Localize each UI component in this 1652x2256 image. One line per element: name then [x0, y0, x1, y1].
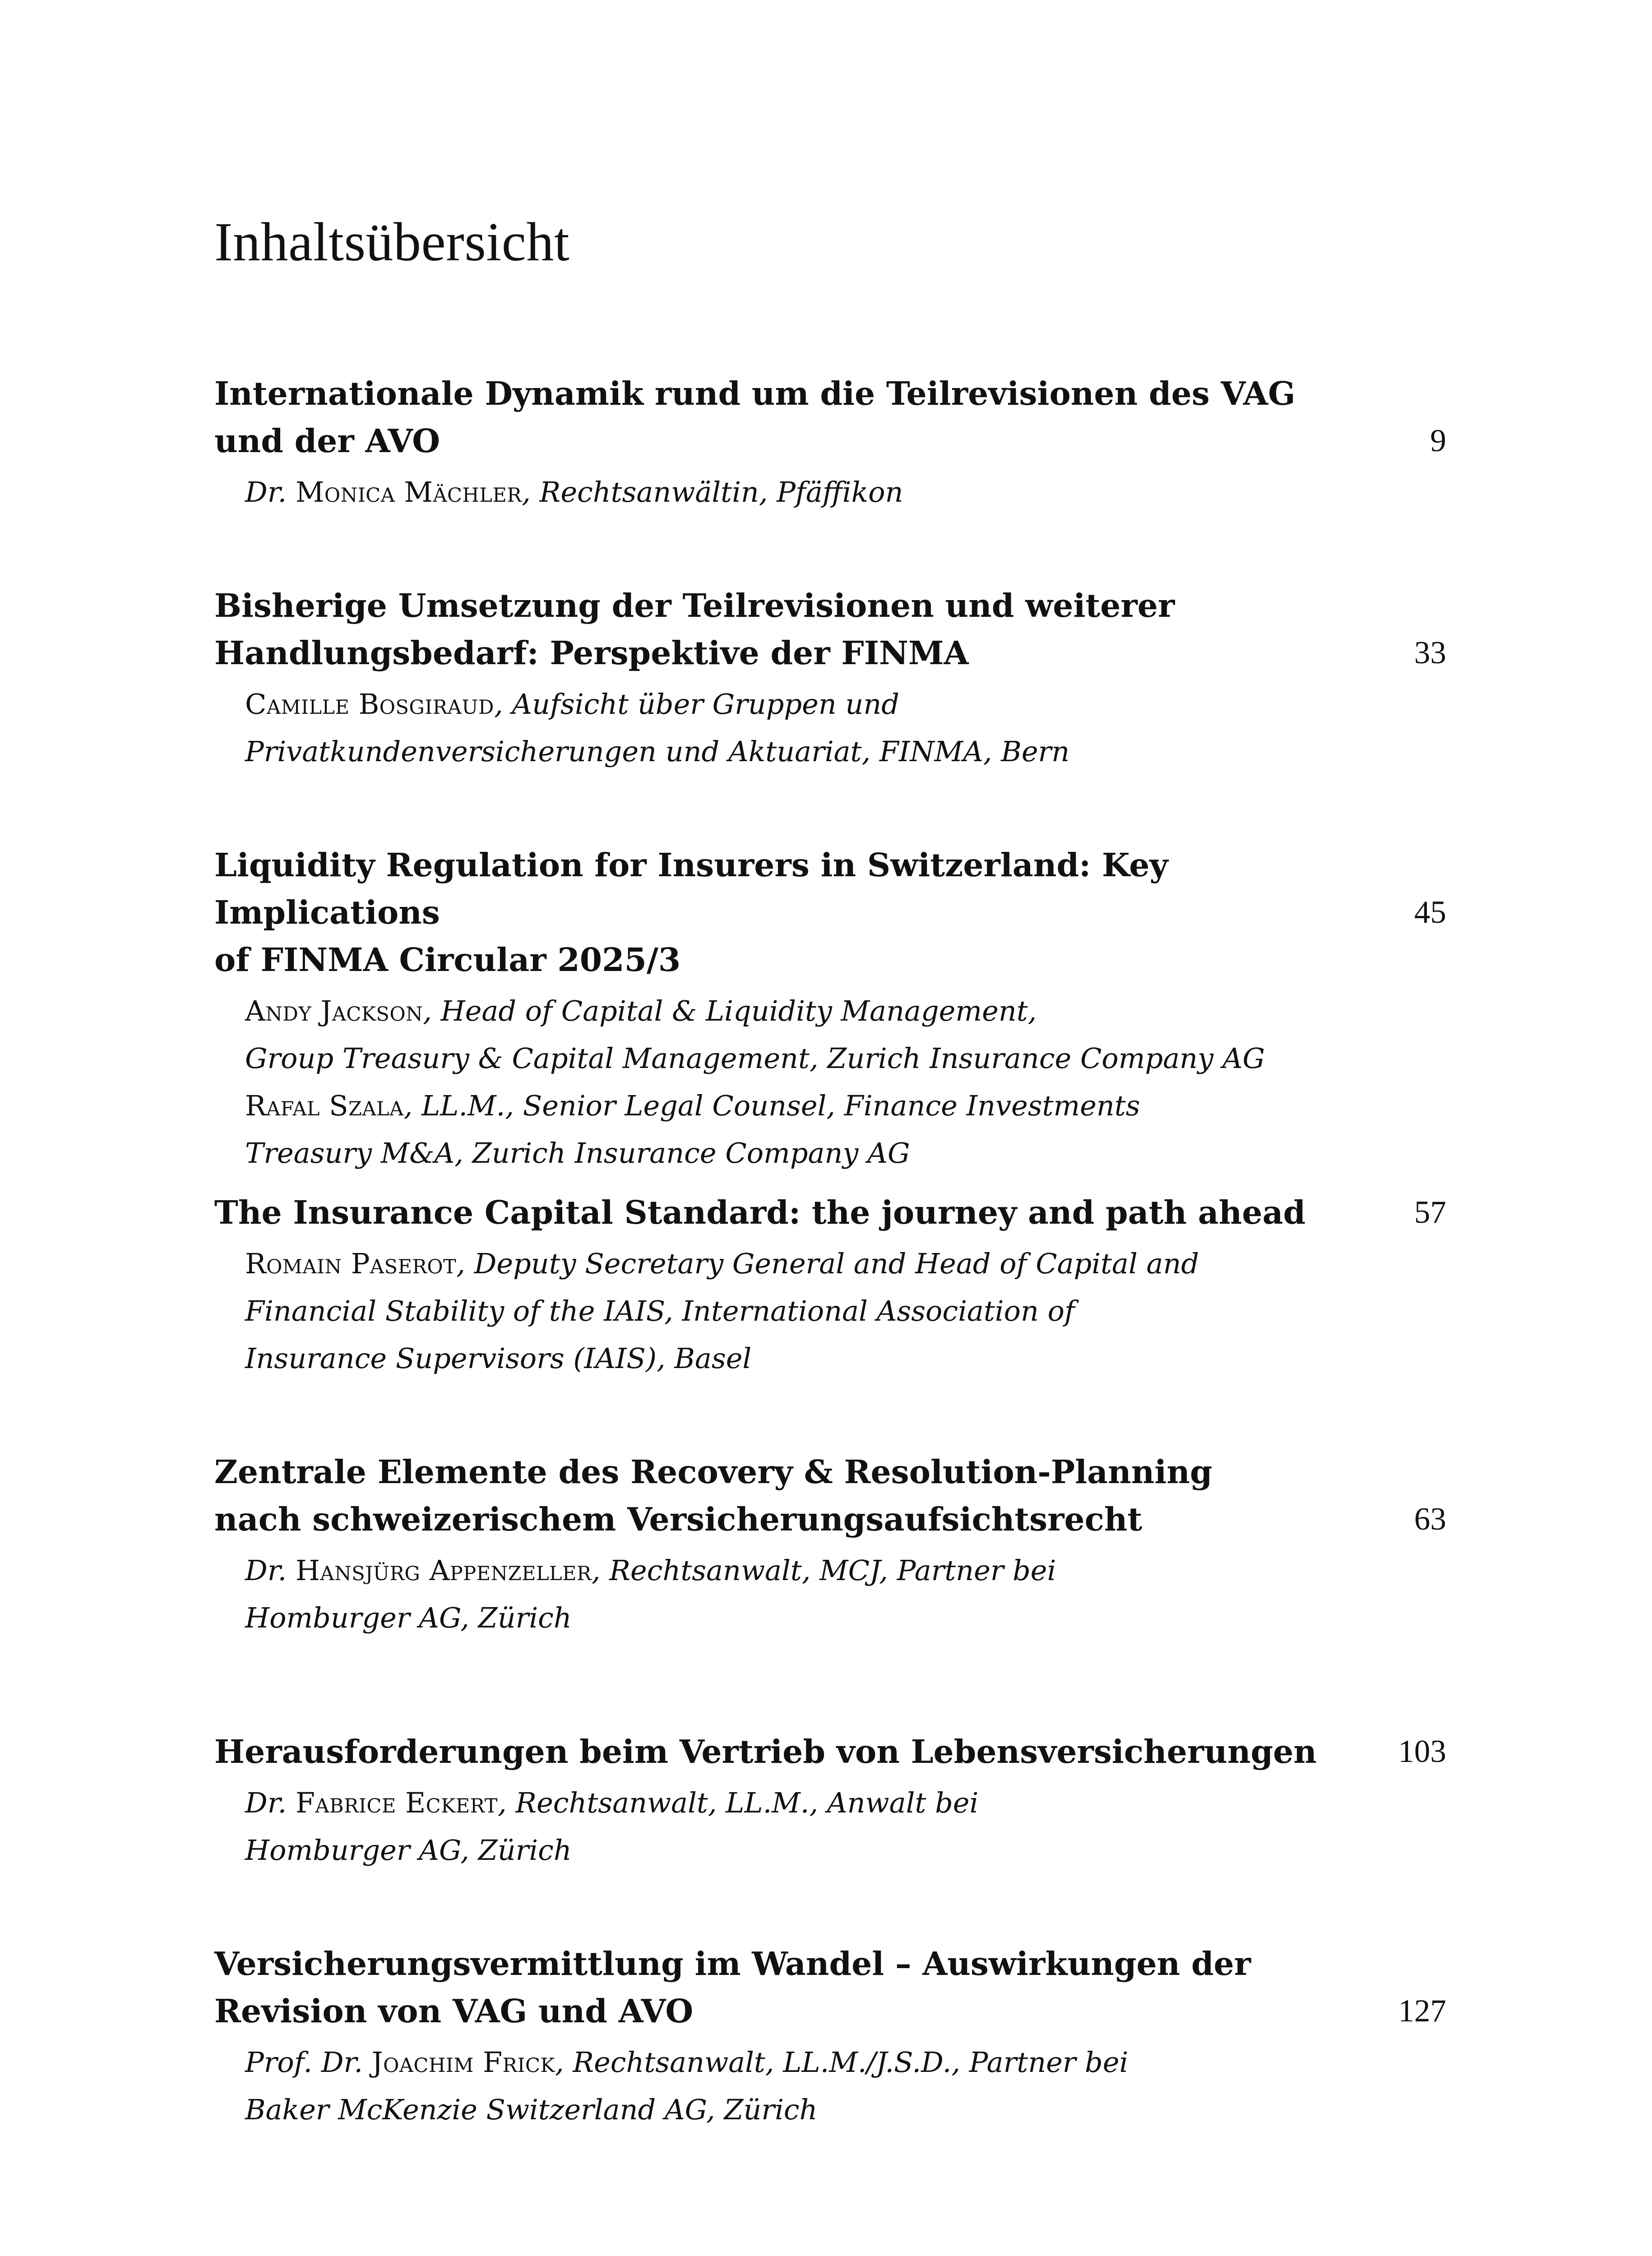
- entry-title-line: Internationale Dynamik rund um die Teilrevisionen des VAG: [214, 374, 1296, 412]
- author-line: [245, 2086, 1328, 2133]
- entry-title-line: nach schweizerischem Versicherungsaufsichtsrecht: [214, 1500, 1143, 1538]
- toc-entry: [214, 1189, 1446, 1382]
- author-line: [245, 1594, 1328, 1641]
- entry-title: [214, 582, 1342, 677]
- author-name: Monica Mächler: [295, 476, 522, 509]
- author-description: Homburger AG, Zürich: [245, 1834, 572, 1867]
- author-prefix: Dr.: [245, 476, 296, 509]
- entry-title: [214, 370, 1342, 465]
- entry-title-line: und der AVO: [214, 422, 440, 460]
- author-description: , Rechtsanwältin, Pfäffikon: [522, 476, 903, 509]
- author-line: [245, 1129, 1328, 1177]
- entry-authors: [245, 1547, 1328, 1641]
- author-line: [245, 468, 1328, 516]
- author-prefix: Dr.: [245, 1786, 296, 1819]
- page-title: Inhaltsübersicht: [214, 212, 570, 273]
- author-line: [245, 1547, 1328, 1594]
- toc-entry: [214, 1940, 1446, 2133]
- entry-title-line: Herausforderungen beim Vertrieb von Lebensversicherungen: [214, 1733, 1317, 1771]
- author-name: Rafal Szala: [245, 1089, 404, 1122]
- entry-title-line: of FINMA Circular 2025/3: [214, 941, 681, 979]
- author-line: [245, 1240, 1328, 1287]
- author-description: , Deputy Secretary General and Head of Capital and: [456, 1247, 1199, 1280]
- toc-entry: [214, 1448, 1446, 1641]
- author-line: [245, 1779, 1328, 1826]
- entry-authors: [245, 987, 1328, 1177]
- author-description: Baker McKenzie Switzerland AG, Zürich: [245, 2093, 818, 2126]
- page-number: 9: [1430, 423, 1446, 458]
- toc-entry: [214, 1728, 1446, 1874]
- author-line: [245, 1335, 1328, 1382]
- author-line: [245, 680, 1328, 728]
- author-line: [245, 1035, 1328, 1082]
- page-number: 45: [1414, 895, 1446, 930]
- author-description: , Rechtsanwalt, LL.M., Anwalt bei: [497, 1786, 979, 1819]
- entry-title: [214, 1189, 1342, 1236]
- entry-title-line: Liquidity Regulation for Insurers in Switzerland: Key Implications: [214, 846, 1168, 931]
- author-name: Joachim Frick: [371, 2046, 555, 2079]
- entry-title-line: Versicherungsvermittlung im Wandel – Auswirkungen der: [214, 1945, 1251, 1983]
- entry-title-line: Zentrale Elemente des Recovery & Resolution-Planning: [214, 1453, 1212, 1491]
- entry-title-line: The Insurance Capital Standard: the journey and path ahead: [214, 1193, 1306, 1231]
- author-description: Insurance Supervisors (IAIS), Basel: [245, 1342, 752, 1375]
- page-number: 127: [1398, 1993, 1446, 2029]
- author-description: Financial Stability of the IAIS, International Association of: [245, 1294, 1075, 1327]
- entry-title: [214, 1940, 1342, 2035]
- entry-authors: [245, 1240, 1328, 1382]
- author-line: [245, 2039, 1328, 2086]
- toc-entry: [214, 582, 1446, 775]
- page-number: 57: [1414, 1195, 1446, 1230]
- author-description: Homburger AG, Zürich: [245, 1601, 572, 1634]
- author-name: Camille Bosgiraud: [245, 688, 494, 721]
- entry-title-line: Handlungsbedarf: Perspektive der FINMA: [214, 634, 969, 672]
- author-name: Fabrice Eckert: [295, 1786, 498, 1819]
- author-line: [245, 1287, 1328, 1335]
- author-line: [245, 1826, 1328, 1874]
- author-prefix: Prof. Dr.: [245, 2046, 372, 2079]
- author-name: Hansjürg Appenzeller: [295, 1554, 592, 1587]
- author-line: [245, 987, 1328, 1035]
- entry-authors: [245, 2039, 1328, 2133]
- author-name: Andy Jackson: [245, 994, 423, 1027]
- author-description: , Rechtsanwalt, MCJ, Partner bei: [591, 1554, 1056, 1587]
- toc-entry: [214, 841, 1446, 1177]
- author-prefix: Dr.: [245, 1554, 296, 1587]
- entry-title-line: Revision von VAG und AVO: [214, 1992, 694, 2030]
- page-number: 63: [1414, 1502, 1446, 1537]
- author-description: , LL.M., Senior Legal Counsel, Finance Investments: [403, 1089, 1140, 1122]
- entry-title-line: Bisherige Umsetzung der Teilrevisionen und weiterer: [214, 587, 1175, 624]
- page-number: 33: [1414, 635, 1446, 670]
- author-name: Romain Paserot: [245, 1247, 457, 1280]
- entry-authors: [245, 680, 1328, 775]
- author-description: , Aufsicht über Gruppen und: [494, 688, 899, 721]
- entry-authors: [245, 1779, 1328, 1874]
- author-description: , Head of Capital & Liquidity Management,: [423, 994, 1037, 1027]
- author-description: Group Treasury & Capital Management, Zurich Insurance Company AG: [245, 1042, 1265, 1075]
- author-description: , Rechtsanwalt, LL.M./J.S.D., Partner bei: [555, 2046, 1129, 2079]
- entry-title: [214, 1728, 1342, 1775]
- entry-title: [214, 1448, 1342, 1543]
- author-line: [245, 1082, 1328, 1129]
- author-line: [245, 728, 1328, 775]
- author-description: Treasury M&A, Zurich Insurance Company AG: [245, 1137, 910, 1170]
- author-description: Privatkundenversicherungen und Aktuariat, FINMA, Bern: [245, 735, 1070, 768]
- toc-entry: [214, 370, 1446, 516]
- entry-authors: [245, 468, 1328, 516]
- page-number: 103: [1398, 1734, 1446, 1769]
- entry-title: [214, 841, 1342, 984]
